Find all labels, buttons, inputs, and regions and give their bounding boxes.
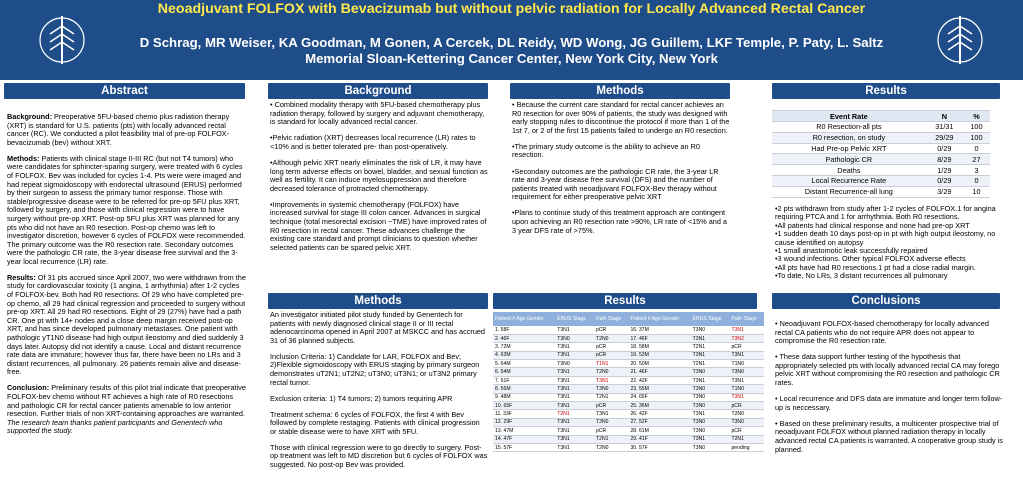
table-cell: T3N1 <box>555 402 594 410</box>
table-cell: T1N0 <box>729 360 764 368</box>
table-cell: pCR <box>594 427 628 435</box>
background-bullet: •Pelvic radiation (XRT) decreases local recurrence (LR) rates to <10% and is better tolerated pre- than post-operatively. <box>270 133 476 151</box>
table-cell: pCR <box>594 326 628 334</box>
table-cell: T3N1 <box>555 385 594 393</box>
table-row <box>772 132 990 143</box>
table-cell: T3N1 <box>594 376 628 384</box>
table-cell: T2N0 <box>594 334 628 342</box>
table-cell: T3N1 <box>594 410 628 418</box>
table-cell: Deaths <box>772 165 926 176</box>
table-cell: 0 <box>963 176 990 187</box>
table-cell: T2N0 <box>729 410 764 418</box>
table-header: N <box>926 111 963 122</box>
table-row <box>772 176 990 187</box>
table-header: Path Stage <box>594 312 628 326</box>
table-cell: T3N0 <box>691 368 730 376</box>
table-cell: T3N0 <box>729 418 764 426</box>
table-cell: T3N0 <box>691 385 730 393</box>
conclusion-bullet: • Neoadjuvant FOLFOX-based chemotherapy for locally advanced rectal CA patients who do not require APR does not appear to compromise the R0 resection rate. <box>775 320 989 346</box>
methods-bullet: • Because the current care standard for rectal cancer achieves an R0 resection for over 90% of patients, the study was designed with early stopping rules to discontinue the protocol if more than 1 of the 1st 7, or 2 of the first 15 patients failed to undergo an R0 resection. <box>512 101 730 135</box>
results-bullet: •1 sudden death 10 days post-op in pt with high output ileostomy, no cause identified on autopsy <box>775 229 996 247</box>
table-cell: 9. 48M <box>493 393 555 401</box>
patient-table-header <box>493 312 764 326</box>
table-cell: T3N1 <box>555 443 594 451</box>
table-cell: T2N1 <box>691 360 730 368</box>
table-cell: 14. 47F <box>493 435 555 443</box>
table-cell: T3N1 <box>729 393 764 401</box>
table-cell: 11. 33F <box>493 410 555 418</box>
outcomes-table-caption: Preliminary Outcomes <box>772 100 990 111</box>
table-cell: T3N1 <box>729 376 764 384</box>
results-bullet: •1 small anastomotic leak successfully repaired <box>775 246 928 256</box>
abstract-text <box>7 113 246 485</box>
table-cell: 25. 36M <box>628 402 690 410</box>
table-cell: pCR <box>729 343 764 351</box>
table-cell: T3N1 <box>691 376 730 384</box>
table-cell: pending <box>729 443 764 451</box>
results-bullet: •2 pts withdrawn from study after 1-2 cycles of FOLFOX.1 for angina requiring PTCA and 1 for arrhythmia. Both R0 resections. <box>775 205 996 222</box>
table-cell: T3N1 <box>555 418 594 426</box>
table-cell: R0 resection, on study <box>772 132 926 143</box>
table-cell: T3N0 <box>555 334 594 342</box>
background-bullet: • Combined modality therapy with 5FU-based chemotherapy plus radiation therapy, followed by surgery and adjuvant chemotherapy, is standard for locally advanced rectal cancer. <box>270 101 485 127</box>
table-cell: T2N1 <box>691 343 730 351</box>
table-cell: T3N1 <box>729 326 764 334</box>
table-cell: 2. 46F <box>493 334 555 342</box>
table-row <box>493 368 764 376</box>
table-cell: pCR <box>594 343 628 351</box>
conclusions-text <box>775 320 1003 486</box>
table-cell: T1N1 <box>594 360 628 368</box>
table-cell: 26. 42F <box>628 410 690 418</box>
table-cell: T2N1 <box>594 393 628 401</box>
patient-table <box>493 312 764 452</box>
table-cell: T2N1 <box>555 410 594 418</box>
table-cell: 5. 64M <box>493 360 555 368</box>
table-cell: T3N0 <box>691 393 730 401</box>
abstract-background-text: Preoperative 5FU-based chemo plus radiation therapy (XRT) is standard for U.S. patients (pts) with locally advanced rectal cancer (RC). We conducted a pilot feasibility trial of pre-op FOLFOX-bevacizumab (bev) without XRT. <box>7 113 230 147</box>
background-bullet: •Improvements in systemic chemotherapy (FOLFOX) have increased survival for stage III colon cancer. Advances in surgical technique (total mesorectal excision ~TME) have improved rates of R0 resection in rectal cancer. These advances challenge the existing care standard and prompt clinicians to question whether selected patients can be spared pelvic XRT. <box>270 199 487 252</box>
table-cell: T3N0 <box>691 402 730 410</box>
table-cell: T3N1 <box>555 326 594 334</box>
table-cell: T3N1 <box>555 376 594 384</box>
table-header: ERUS Stage <box>691 312 730 326</box>
abstract-results-label: Results: <box>7 272 36 282</box>
section-header-conclusions: Conclusions <box>772 293 1000 309</box>
table-cell: 16. 37M <box>628 326 690 334</box>
table-cell: T3N1 <box>555 393 594 401</box>
table-cell: pCR <box>594 402 628 410</box>
table-cell: 8/29 <box>926 154 963 165</box>
table-row <box>772 154 990 165</box>
table-cell: 19. 53M <box>628 351 690 359</box>
table-row <box>493 326 764 334</box>
table-cell: 4. 63M <box>493 351 555 359</box>
table-cell: 1. 58F <box>493 326 555 334</box>
table-cell: Had Pre-op Pelvic XRT <box>772 143 926 154</box>
table-cell: 0/29 <box>926 143 963 154</box>
table-cell: T3N1 <box>555 427 594 435</box>
table-cell: T3N1 <box>555 435 594 443</box>
table-cell: 0 <box>963 143 990 154</box>
table-cell: 0/29 <box>926 176 963 187</box>
table-row <box>772 143 990 154</box>
results-text <box>775 205 1003 291</box>
conclusion-bullet: • Based on these preliminary results, a multicenter prospective trial of neoadjuvant FOLFOX without planned radiation therapy in locally advanced rectal CA patients is warranted. A cooperative group study is planned. <box>775 418 1003 454</box>
table-cell: T1N0 <box>729 385 764 393</box>
table-cell: Local Recurrence Rate <box>772 176 926 187</box>
table-row <box>493 376 764 384</box>
methods-paragraph: Inclusion Criteria: 1) Candidate for LAR, FOLFOX and Bev; 2)Flexible sigmoidoscopy with ERUS staging by primary surgeon demonstrates uT2N1; uT2N2; uT3N0; uT3N1; or uT3N2 primary rectal tumor. <box>270 351 480 387</box>
table-cell: T3N0 <box>691 326 730 334</box>
table-cell: T2N1 <box>594 435 628 443</box>
table-cell: 27. 52F <box>628 418 690 426</box>
abstract-results-text: Of 31 pts accrued since April 2007, two were withdrawn from the study for cardiovascular toxicity (1 angina, 1 arrhythmia) after 1-2 cycles of FOLFOX-bev. Both had R0 resections. Of 29 who have completed pre-op chemo, all 29 had clinical regression and proceeded to surgery without pre-op XRT. All 29 had R0 resections. Eight of 29 (27%) have had a path CR. One pt with 14+ nodes and a close deep margin received post-op XRT, and has since developed pulmonary metastases. One patient with pathologic yT1N0 disease had high output ileostomy and died suddenly 3 days later. Autopsy did not identify a cause. Local and distant recurrence rate data are immature; however thus far, there have been no LRs and 3 distant recurrences, all pulmonary. 26 patients remain alive and disease-free. <box>7 272 246 377</box>
methods-paragraph: Those with clinical regression were to go directly to surgery. Post-op treatment was left to MD discretion but 6 cycles of FOLFOX was suggested. No post-op Bev was provided. <box>270 442 488 469</box>
table-cell: T3N1 <box>691 410 730 418</box>
table-row <box>493 393 764 401</box>
section-header-results-2: Results <box>493 293 757 309</box>
table-cell: T3N1 <box>691 435 730 443</box>
table-row <box>493 435 764 443</box>
table-cell: 3/29 <box>926 186 963 197</box>
table-cell: Distant Recurrence-all lung <box>772 186 926 197</box>
table-cell: T2N0 <box>594 368 628 376</box>
table-cell: 20. 50M <box>628 360 690 368</box>
background-text <box>270 101 488 291</box>
table-cell: 15. 57F <box>493 443 555 451</box>
table-row <box>493 427 764 435</box>
section-header-methods-2: Methods <box>268 293 488 309</box>
table-cell: 13. 47M <box>493 427 555 435</box>
table-cell: pCR <box>729 402 764 410</box>
table-header: Patient # Age Gender <box>628 312 690 326</box>
table-cell: Pathologic CR <box>772 154 926 165</box>
table-row <box>493 418 764 426</box>
abstract-conclusion-label: Conclusion: <box>7 383 50 393</box>
methods-paragraph: Exclusion criteria: 1) T4 tumors; 2) tumors requiring APR <box>270 393 453 403</box>
table-header: Event Rate <box>772 111 926 122</box>
table-cell: 12. 29F <box>493 418 555 426</box>
section-header-methods: Methods <box>510 83 730 99</box>
conclusion-bullet: • Local recurrence and DFS data are immature and longer term follow-up is neccessary. <box>775 394 1003 412</box>
methods-paragraph: An investigator initiated pilot study funded by Genentech for patients with newly diagnosed clinical stage II or III rectal adenocarcinoma opened in April 2007 at MSKCC and has accrued 31 of 36 planned subjects. <box>270 311 485 345</box>
results-bullet: •3 wound infections. Other typical FOLFOX adverse effects <box>775 254 966 264</box>
table-cell: T3N0 <box>594 418 628 426</box>
table-row <box>493 360 764 368</box>
results-bullet: •To date, No LRs, 3 distant recurrences all pulmonary <box>775 271 948 281</box>
table-cell: T3N2 <box>729 334 764 342</box>
table-cell: T3N1 <box>555 368 594 376</box>
table-cell: T3N0 <box>555 360 594 368</box>
abstract-funding-note: The research team thanks patient participants and Genentech who supported the study. <box>7 417 223 436</box>
table-cell: T3N1 <box>729 351 764 359</box>
results-bullet: •All pts have had R0 resections.1 pt had a close radial margin. <box>775 262 976 272</box>
table-cell: 22. 42F <box>628 376 690 384</box>
table-cell: 10 <box>963 186 990 197</box>
author-list: D Schrag, MR Weiser, KA Goodman, M Gonen, A Cercek, DL Reidy, WD Wong, JG Guillem, LKF Temple, P. Paty, L. Saltz <box>139 35 884 50</box>
poster-header <box>0 0 1023 80</box>
abstract-conclusion-text: Preliminary results of this pilot trial indicate that preoperative FOLFOX-bev chemo without RT achieves a high rate of R0 resections and pathologic CR for rectal cancer patients amenable to low anterior resection. Further trials of non XRT-containing approaches are warranted. <box>7 383 246 419</box>
table-row <box>772 165 990 176</box>
table-row <box>493 343 764 351</box>
patient-table-body <box>493 326 764 452</box>
section-header-abstract: Abstract <box>4 83 245 99</box>
table-cell: pCR <box>594 351 628 359</box>
table-cell: 31/31 <box>926 122 963 133</box>
table-cell: T2N0 <box>594 443 628 451</box>
table-cell: R0 Resection-all pts <box>772 122 926 133</box>
table-cell: T3N0 <box>691 427 730 435</box>
table-cell: 29/29 <box>926 132 963 143</box>
methods-bullet: •Secondary outcomes are the pathologic CR rate, the 3-year LR rate and 3-year disease free survival (DFS) and the number of patients treated with neoadjuvant FOLFOX-Bev therapy without requirement for either preoperative pelvic XRT <box>512 166 719 202</box>
table-cell: T3N1 <box>691 334 730 342</box>
table-cell: 1/29 <box>926 165 963 176</box>
poster-title: Neoadjuvant FOLFOX with Bevacizumab but without pelvic radiation for Locally Advanced Rectal Cancer <box>157 1 866 17</box>
table-cell: T3N1 <box>691 351 730 359</box>
abstract-methods-label: Methods: <box>7 153 40 163</box>
table-row <box>772 122 990 133</box>
table-header: ERUS Stage <box>555 312 594 326</box>
table-cell: 27 <box>963 154 990 165</box>
table-cell: 100 <box>963 132 990 143</box>
table-cell: 21. 46F <box>628 368 690 376</box>
section-header-results: Results <box>772 83 1000 99</box>
methods-paragraph: Treatment schema: 6 cycles of FOLFOX, the first 4 with Bev followed by complete restaging. Patients with clinical progression or stable disease were to have XRT with 5FU. <box>270 409 480 436</box>
table-header: Patient # Age Gender <box>493 312 555 326</box>
table-cell: T2N1 <box>729 435 764 443</box>
table-cell: 24. 65F <box>628 393 690 401</box>
methods-bullet: •The primary study outcome is the ability to achieve an R0 resection. <box>512 141 700 160</box>
table-row <box>493 385 764 393</box>
table-cell: 28. 61M <box>628 427 690 435</box>
table-header: Path Stage <box>729 312 764 326</box>
table-cell: 100 <box>963 122 990 133</box>
table-row <box>493 402 764 410</box>
table-header: % <box>963 111 990 122</box>
table-cell: 8. 56M <box>493 385 555 393</box>
methods-text <box>512 101 730 291</box>
table-cell: T3N0 <box>594 385 628 393</box>
table-cell: 3 <box>963 165 990 176</box>
affiliation: Memorial Sloan-Kettering Cancer Center, New York City, New York <box>305 51 718 66</box>
conclusion-bullet: • These data support further testing of the hypothesis that appropriately selected pts with locally advanced rectal CA may forego pelvic XRT without compromising the R0 resection and pathologic CR rates. <box>775 352 1000 388</box>
table-cell: pCR <box>729 427 764 435</box>
methods-bullet: •Plans to continue study of this treatment approach are contingent upon achieving an R0 resection rate >90%, LR rate of <15% and a 3 year DFS rate of >75%. <box>512 208 727 235</box>
results-bullets <box>775 205 1003 281</box>
table-cell: 30. 57F <box>628 443 690 451</box>
table-cell: T3N0 <box>729 368 764 376</box>
table-cell: T3N1 <box>555 343 594 351</box>
table-cell: 23. 55M <box>628 385 690 393</box>
results-bullet: •All patients had clinical response and none had pre-op XRT <box>775 220 970 230</box>
table-cell: 18. 58M <box>628 343 690 351</box>
methods-detail-text <box>270 311 488 486</box>
table-cell: 3. 72M <box>493 343 555 351</box>
table-row <box>493 443 764 451</box>
table-row <box>493 334 764 342</box>
abstract-methods-text: Patients with clinical stage II-III RC (but not T4 tumors) who were candidates for sphincter-sparing surgery, were treated with 6 cycles of FOLFOX. Bev was included for cycles 1-4. Pts were were imaged and had repeat sigmoidoscopy with endorectal ultrasound (ERUS) performed by their surgeon to assess the primary tumor response. Those with stable/progressive disease were to be referred for pre-op 5FU plus XRT, followed by surgery, and those with clinical regression were to have surgery without pre-op XRT. Post-op 5FU plus XRT was planned for any pts who did not have an R0 resection. Post-op chemo was left to investigator discretion, however 6 cycles of FOLFOX were recommended. The primary outcome was the R0 resection rate. Secondary outcomes were the pathologic CR rate, the 3-year disease free survival and the 3-year local recurrence (LR) rate. <box>7 153 246 266</box>
table-row <box>772 186 990 197</box>
table-cell: 7. 61F <box>493 376 555 384</box>
table-cell: 6. 54M <box>493 368 555 376</box>
outcomes-table-body <box>772 122 990 198</box>
background-bullet: •Although pelvic XRT nearly eliminates the risk of LR, it may have long term adverse effects on bowel, bladder, and sexual function as well as fertility. It can induce myelosuppression and therefore decreased tolerance of protracted chemotherapy. <box>270 157 488 193</box>
section-header-background: Background <box>268 83 488 99</box>
table-cell: 10. 65F <box>493 402 555 410</box>
table-cell: T3N0 <box>691 443 730 451</box>
abstract-background-label: Background: <box>7 113 52 121</box>
table-row <box>493 351 764 359</box>
table-cell: T3N1 <box>555 351 594 359</box>
table-cell: 17. 46F <box>628 334 690 342</box>
table-cell: 29. 41F <box>628 435 690 443</box>
table-row <box>493 410 764 418</box>
table-cell: T3N0 <box>691 418 730 426</box>
outcomes-table <box>772 100 990 198</box>
